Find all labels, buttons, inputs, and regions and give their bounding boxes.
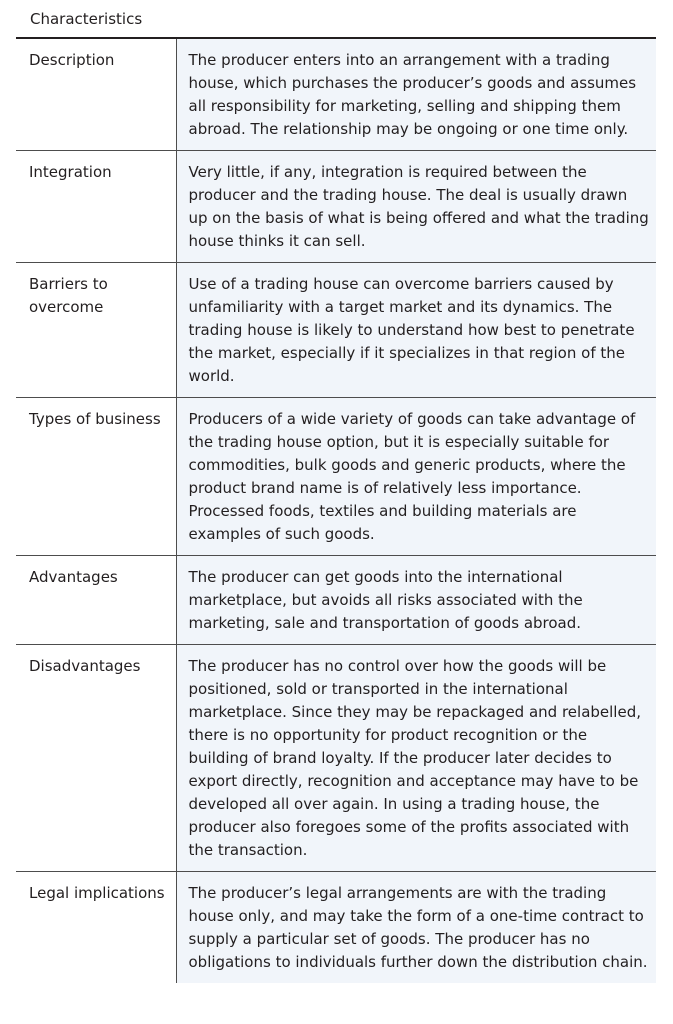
row-label: Types of business [16, 398, 176, 556]
row-label: Barriers to overcome [16, 263, 176, 398]
characteristics-table [16, 37, 656, 983]
table-row-disadvantages [16, 645, 656, 872]
row-label: Advantages [16, 556, 176, 645]
row-text: The producer has no control over how the goods will be positioned, sold or transported in the international marketplace. Since they may be repackaged and relabelled, there is no opportunity for product recognition or the building of brand loyalty. If the producer later decides to export directly, recognition and acceptance may have to be developed all over again. In using a trading house, the producer also foregoes some of the profits associated with the transaction. [176, 645, 656, 872]
table-caption: Characteristics [30, 10, 143, 28]
table-row-legal-implications [16, 872, 656, 984]
table-row-barriers [16, 263, 656, 398]
row-text: The producer’s legal arrangements are with the trading house only, and may take the form of a one-time contract to supply a particular set of goods. The producer has no obligations to individuals further down the distribution chain. [176, 872, 656, 984]
row-label: Disadvantages [16, 645, 176, 872]
row-text: Use of a trading house can overcome barriers caused by unfamiliarity with a target market and its dynamics. The trading house is likely to understand how best to penetrate the market, especially if it specializes in that region of the world. [176, 263, 656, 398]
row-text: Very little, if any, integration is required between the producer and the trading house. The deal is usually drawn up on the basis of what is being offered and what the trading house thinks it can sell. [176, 151, 656, 263]
table-row-description [16, 38, 656, 151]
row-label: Description [16, 38, 176, 151]
row-label: Legal implications [16, 872, 176, 984]
table-row-types-of-business [16, 398, 656, 556]
table-row-advantages [16, 556, 656, 645]
table-row-integration [16, 151, 656, 263]
row-text: The producer enters into an arrangement with a trading house, which purchases the producer’s goods and assumes all responsibility for marketing, selling and shipping them abroad. The relationship may be ongoing or one time only. [176, 38, 656, 151]
row-text: The producer can get goods into the international marketplace, but avoids all risks associated with the marketing, sale and transportation of goods abroad. [176, 556, 656, 645]
row-text: Producers of a wide variety of goods can take advantage of the trading house option, but it is especially suitable for commodities, bulk goods and generic products, where the product brand name is of relatively less importance. Processed foods, textiles and building materials are examples of such goods. [176, 398, 656, 556]
row-label: Integration [16, 151, 176, 263]
